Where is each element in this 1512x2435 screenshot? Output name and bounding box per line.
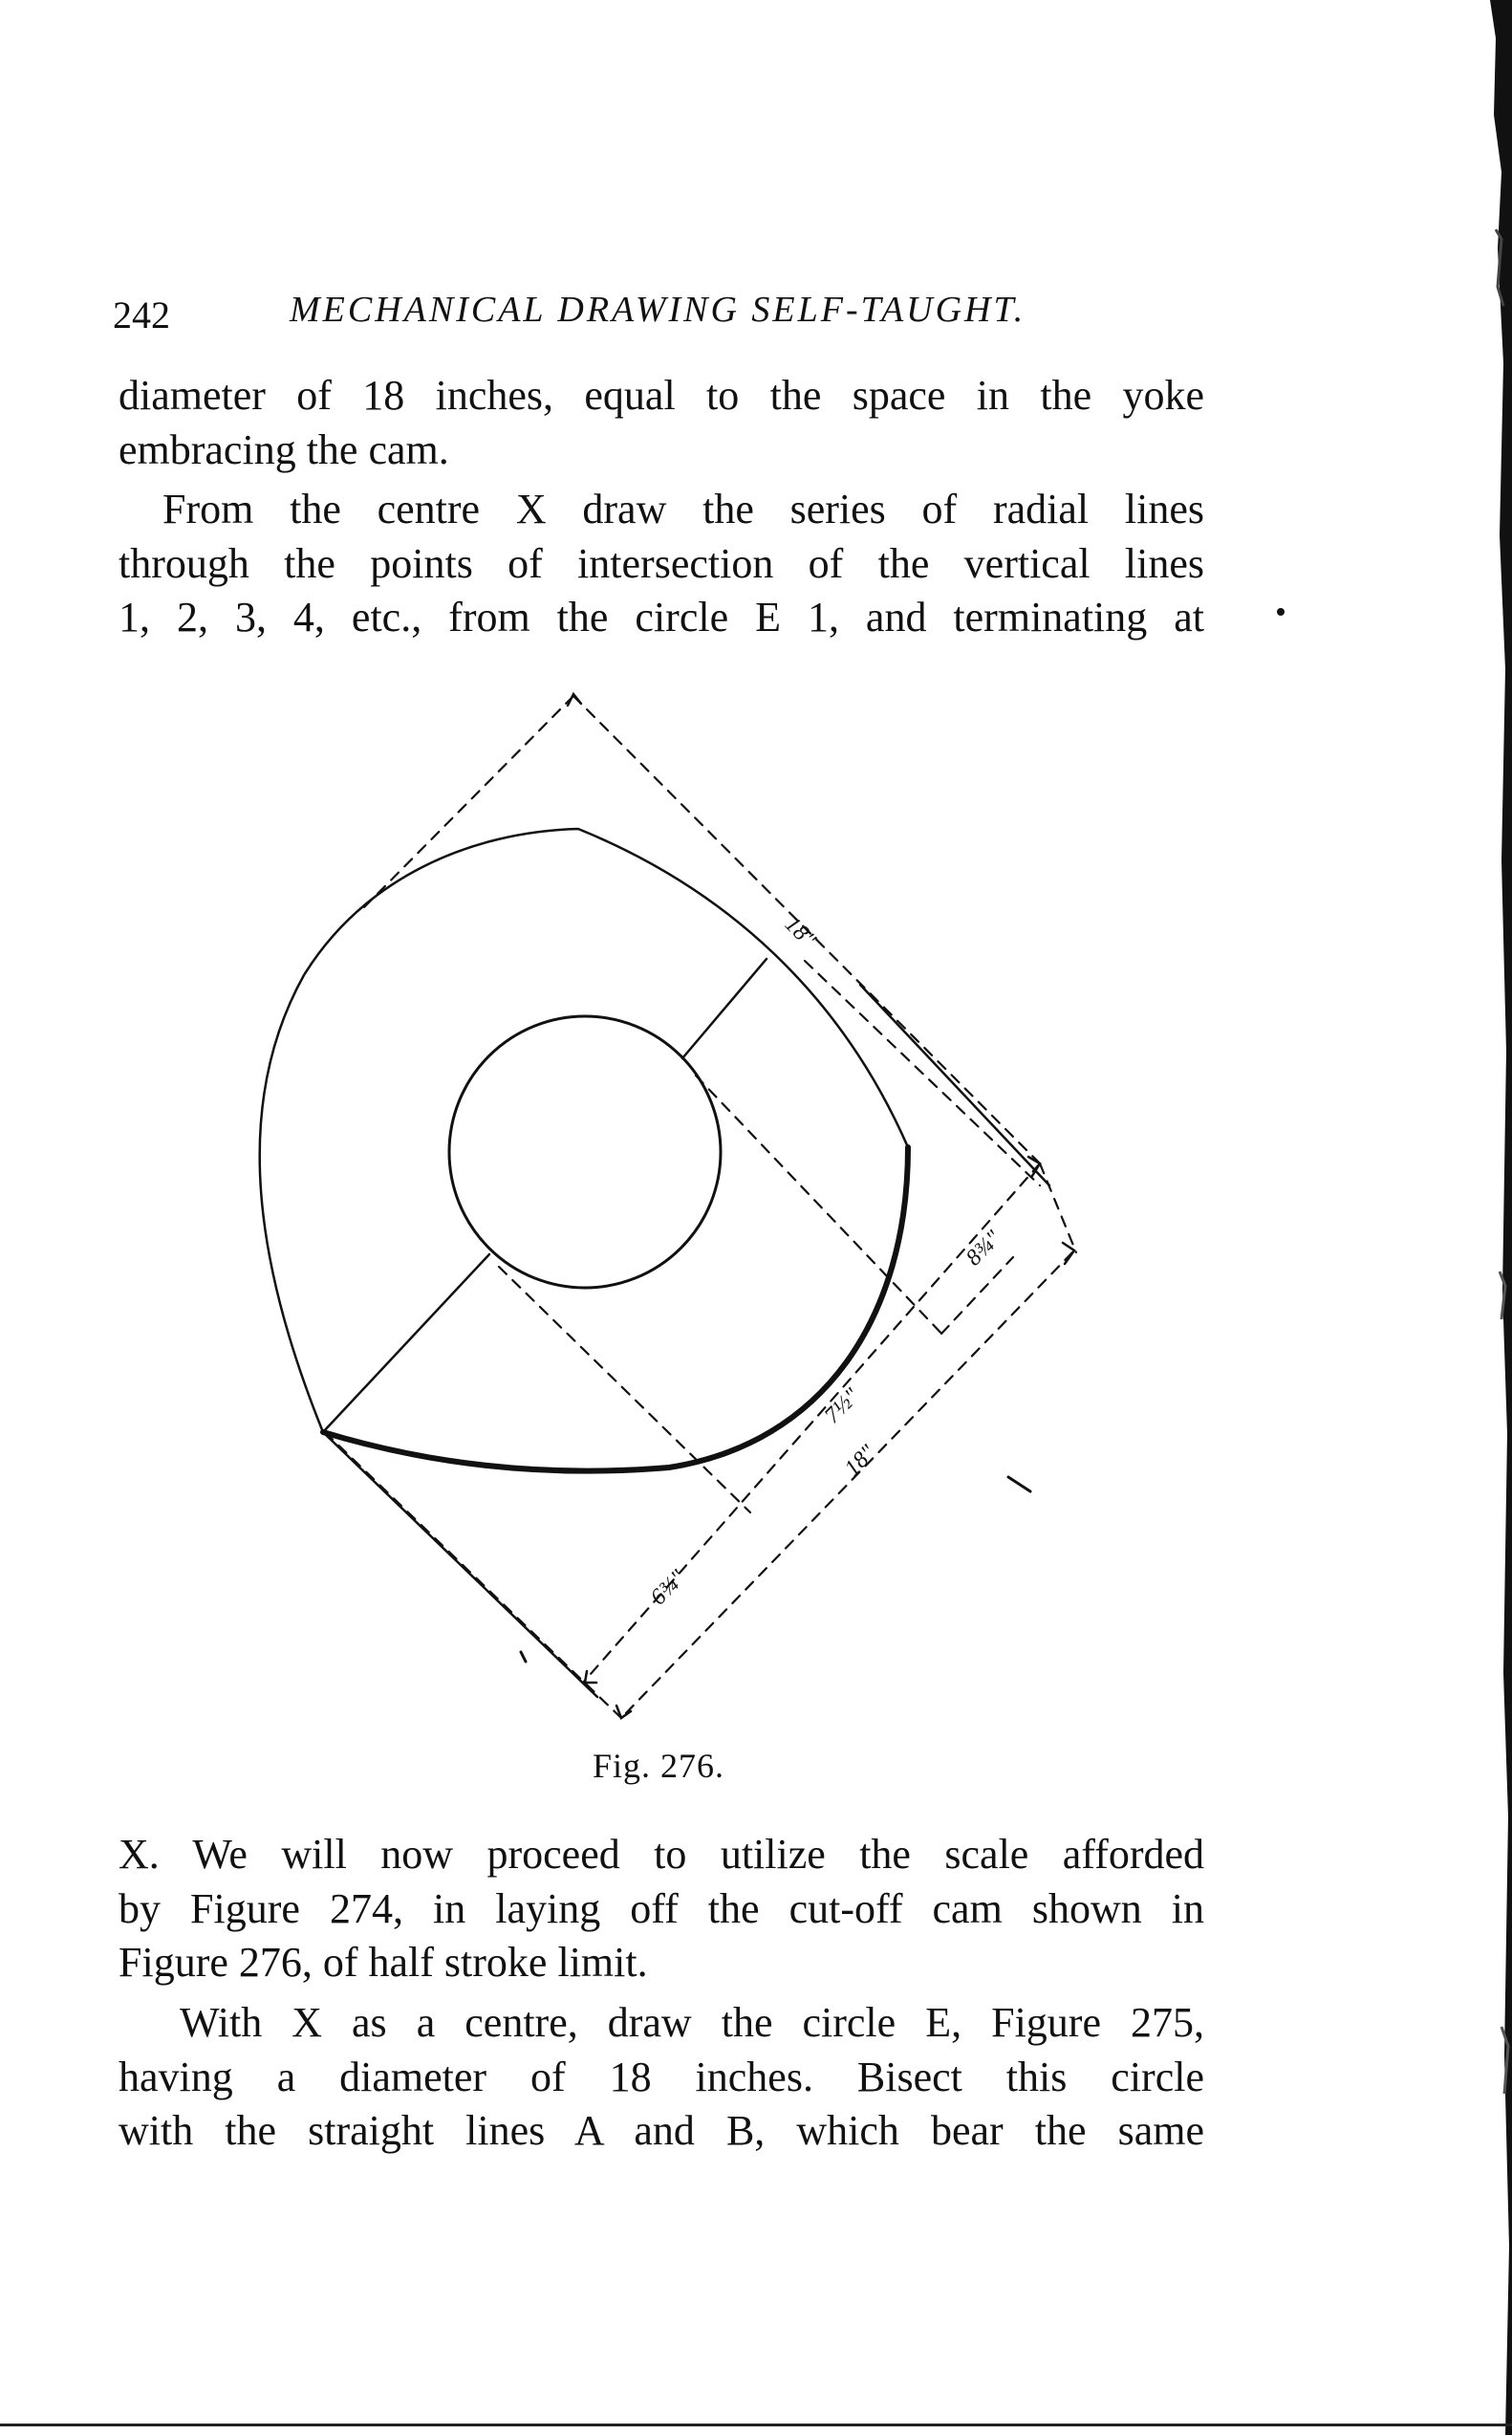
dimension-label: 7½" xyxy=(819,1383,865,1429)
text-line: embracing the cam. xyxy=(119,425,449,473)
text-line: X. We will now proceed to utilize the scale afforded xyxy=(119,1831,1204,1878)
dim-line xyxy=(325,1432,621,1718)
cam-outline xyxy=(260,829,908,1432)
dim-line xyxy=(499,1267,750,1512)
text-line: by Figure 274, in laying off the cut-off cam shown in xyxy=(119,1884,1204,1932)
dim-line xyxy=(805,961,1040,1185)
dim-line xyxy=(621,1252,1072,1718)
dimension-label: 18" xyxy=(839,1440,881,1482)
running-title: MECHANICAL DRAWING SELF-TAUGHT. xyxy=(290,290,1026,330)
text-line: From the centre X draw the series of radial lines xyxy=(162,486,1204,533)
cam-heavy-edge xyxy=(323,1147,908,1471)
dim-line xyxy=(696,1076,946,1338)
text-line: Figure 276, of half stroke limit. xyxy=(119,1939,648,1986)
dimension-label: 18" xyxy=(779,911,821,953)
radial-line xyxy=(682,959,767,1058)
margin-mark xyxy=(1277,608,1285,616)
radial-line xyxy=(323,1254,489,1432)
dim-line xyxy=(583,1163,1040,1683)
text-line: through the points of intersection of the vertical lines xyxy=(119,539,1204,587)
paragraph xyxy=(119,1996,1204,2159)
book-spine-edge xyxy=(1477,0,1512,2435)
text-line: with the straight lines A and B, which bear the same xyxy=(119,2107,1204,2154)
page-edge-line xyxy=(0,2424,1512,2426)
inner-circle xyxy=(449,1016,721,1288)
tick-mark xyxy=(521,1652,526,1662)
dimension-label: 6¾" xyxy=(645,1565,691,1611)
text-line: With X as a centre, draw the circle E, Figure 275, xyxy=(180,1999,1204,2046)
text-line: having a diameter of 18 inches. Bisect this circle xyxy=(119,2053,1204,2100)
figure-caption: Fig. 276. xyxy=(593,1747,725,1785)
paragraph xyxy=(119,1828,1204,1990)
page-number: 242 xyxy=(113,294,170,337)
tick-mark xyxy=(1008,1477,1030,1491)
dimension-label: 8¾" xyxy=(961,1226,1006,1272)
text-line: 1, 2, 3, 4, etc., from the circle E 1, and terminating at xyxy=(119,594,1204,641)
dim-line xyxy=(358,696,573,913)
dim-line xyxy=(860,985,1049,1185)
dim-line xyxy=(1040,1163,1076,1252)
arrowhead xyxy=(568,694,581,706)
text-line: diameter of 18 inches, equal to the space in the yoke xyxy=(119,372,1204,419)
